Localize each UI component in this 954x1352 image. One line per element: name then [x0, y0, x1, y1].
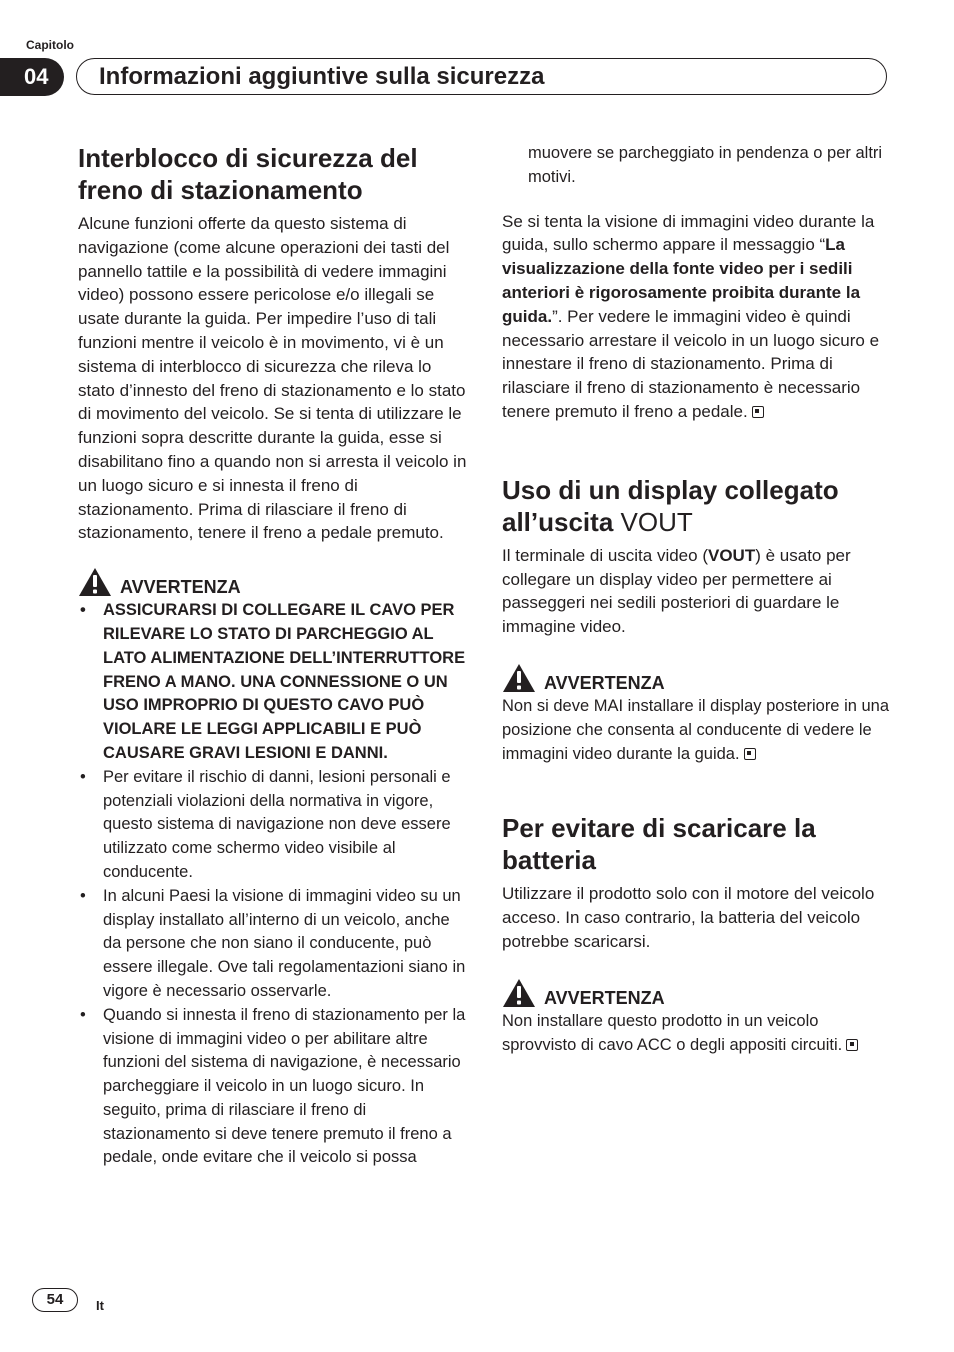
section-body-vout [502, 544, 894, 639]
warning-label: AVVERTENZA [544, 987, 665, 1008]
video-message-text-1: Se si tenta la visione di immagini video durante la guida, sullo schermo appare il messaggio “ [502, 211, 875, 255]
warning-item: • Per evitare il rischio di danni, lesioni personali e potenziali violazioni della normativa in vigore, questo sistema di navigazione non deve essere utilizzato come schermo video visibile al conducente. [78, 766, 468, 885]
warning-heading [78, 567, 468, 597]
warning-icon [78, 567, 112, 597]
chapter-title: Informazioni aggiuntive sulla sicurezza [99, 63, 545, 90]
right-column [502, 142, 894, 1057]
section-title-battery: Per evitare di scaricare la batteria [502, 813, 816, 876]
warning-icon [502, 663, 536, 693]
page-number: 54 [32, 1288, 78, 1312]
warning-item: • Quando si innesta il freno di stazionamento per la visione di immagini video o per abilitare altre funzioni del sistema di navigazione, è necessario parcheggiare il veicolo in un luogo sicuro. In seguito, prima di rilasciare il freno di stazionamento si deve tenere premuto il freno a pedale, onde evitare che il veicolo si possa [78, 1004, 468, 1171]
vout-text-1: Il terminale di uscita video ( [502, 545, 708, 565]
left-column [78, 142, 468, 1170]
warning-text-vout-content: Non si deve MAI installare il display posteriore in una posizione che consenta al conducente di vedere le immagini video durante la guida. [502, 696, 890, 763]
video-message-paragraph [502, 210, 894, 424]
warning-item-continued: muovere se parcheggiato in pendenza o per altri motivi. [528, 144, 883, 186]
warning-text-battery [502, 1010, 894, 1058]
warning-text-vout [502, 695, 894, 766]
warning-text-battery-content: Non installare questo prodotto in un veicolo sprovvisto di cavo ACC o degli appositi circuiti. [502, 1011, 843, 1054]
warning-icon [502, 978, 536, 1008]
warning-item: • In alcuni Paesi la visione di immagini video su un display installato all’interno di un veicolo, anche da persone che non siano il conducente, può essere illegale. Ove tali regolamentazioni siano in vigore è necessario osservarle. [78, 885, 468, 1004]
chapter-number: 04 [0, 58, 64, 96]
video-message-quote: La visualizzazione della fonte video per i sedili anteriori è rigorosamente proibita durante la guida. [502, 235, 861, 326]
section-body-parking-brake: Alcune funzioni offerte da questo sistema di navigazione (come alcune operazioni dei tasti del pannello tattile e la possibilità di vedere immagini video) possono essere pericolose e/o illegali se usate durante la guida. Per impedire l’uso di tali funzioni mentre il veicolo è in movimento, vi è un sistema di interblocco di sicurezza che rileva lo stato d’innesto del freno di stazionamento e lo stato di movimento del veicolo. Se si tenta di utilizzare le funzioni sopra descritte durante la guida, esse si disabilitano fino a quando non si arresta il veicolo in un luogo sicuro e si innesta il freno di stazionamento. Prima di rilasciare il freno di stazionamento, tenere il freno a pedale premuto. [78, 214, 467, 543]
chapter-title-bar [76, 58, 887, 95]
end-mark-icon [846, 1039, 858, 1051]
video-message-text-2: ”. Per vedere le immagini video è quindi necessario arrestare il veicolo in un luogo sicuro e innestare il freno di stazionamento. Prima di rilasciare il freno di stazionamento è necessario tenere premuto il freno a pedale. [502, 306, 880, 421]
vout-text-bold: VOUT [707, 545, 756, 565]
end-mark-icon [744, 748, 756, 760]
warning-heading [502, 663, 894, 693]
warning-list [78, 599, 468, 1170]
language-code: It [96, 1298, 104, 1313]
end-mark-icon [752, 406, 764, 418]
section-title-vout-light: VOUT [620, 506, 693, 537]
section-body-battery: Utilizzare il prodotto solo con il motore del veicolo acceso. In caso contrario, la batteria del veicolo potrebbe scaricarsi. [502, 884, 875, 951]
warning-label: AVVERTENZA [544, 672, 665, 693]
warning-label: AVVERTENZA [120, 577, 241, 598]
warning-item: • ASSICURARSI DI COLLEGARE IL CAVO PER RILEVARE LO STATO DI PARCHEGGIO AL LATO ALIMENTAZIONE DELL’INTERRUTTORE FRENO A MANO. UNA CONNESSIONE O UN USO IMPROPRIO DI QUESTO CAVO PUÒ VIOLARE LE LEGGI APPLICABILI E PUÒ CAUSARE GRAVI LESIONI E DANNI. [78, 599, 468, 766]
vout-text-2: ) è usato per collegare un display video per permettere ai passeggeri nei sedili posteriori di guardare le immagine video. [502, 545, 851, 637]
section-title-parking-brake: Interblocco di sicurezza del freno di stazionamento [78, 143, 418, 205]
warning-heading [502, 978, 894, 1008]
section-title-vout [502, 474, 894, 538]
chapter-label: Capitolo [26, 38, 74, 52]
section-title-vout-main: Uso di un display collegato all’uscita [502, 474, 839, 537]
